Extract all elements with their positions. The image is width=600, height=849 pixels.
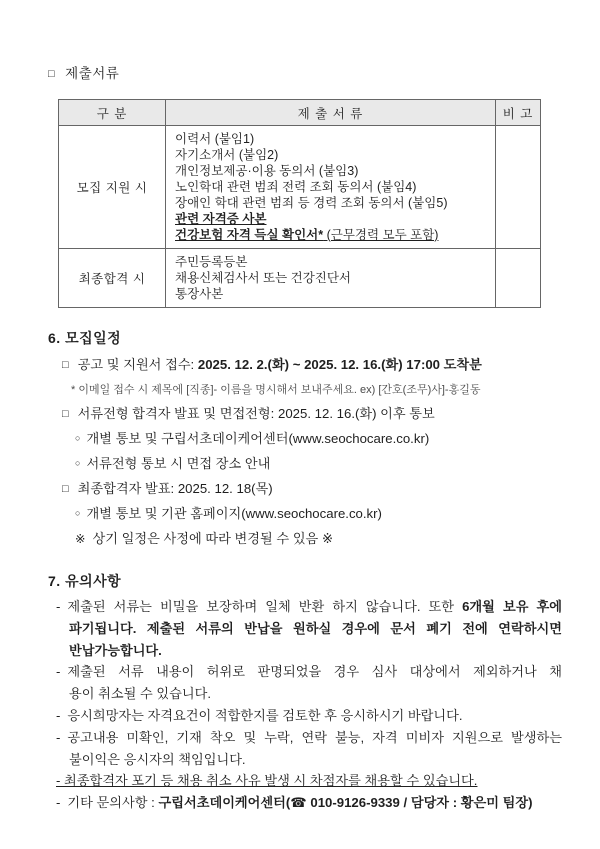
dash-bullet: -: [56, 707, 61, 723]
note-return-policy-line1: - 제출된 서류는 비밀을 보장하며 일체 반환 하지 않습니다. 또한 6개월 보유 후에: [56, 599, 562, 614]
note-check-qualification: - 응시희망자는 자격요건이 적합한지를 검토한 후 응시하시기 바랍니다.: [56, 707, 463, 723]
doc-item: 개인정보제공·이용 동의서 (붙임3): [175, 164, 359, 178]
row-documents-final: [166, 249, 496, 308]
doc-item-insurance-confirm: 건강보험 자격 득실 확인서* (근무경력 모두 포함): [175, 228, 439, 242]
schedule-subline-homepage-notice: ○ 개별 통보 및 기관 홈페이지(www.seochocare.co.kr): [75, 506, 382, 521]
square-bullet-icon: □: [62, 408, 69, 420]
note-applicant-responsibility-line1: - 공고내용 미확인, 기재 착오 및 누락, 연락 불능, 자격 미비자 지원으로 발생하는: [56, 729, 562, 745]
doc-item: 자기소개서 (붙임2): [175, 148, 279, 162]
dash-bullet: -: [56, 599, 61, 614]
doc-item: 이력서 (붙임1): [175, 132, 255, 146]
reference-mark-icon: ※: [75, 532, 86, 546]
row-category-final: 최종합격 시: [59, 249, 166, 308]
schedule-line-screening-announce: □ 서류전형 합격자 발표 및 면접전형: 2025. 12. 16.(화) 이후 통보: [62, 406, 435, 421]
circle-bullet-icon: ○: [75, 458, 81, 468]
row-documents-apply: [166, 126, 496, 249]
row-category-apply: 모집 지원 시: [59, 126, 166, 249]
note-runner-up-hiring: - 최종합격자 포기 등 채용 취소 사유 발생 시 차점자를 채용할 수 있습니다.: [56, 773, 478, 789]
note-contact-info: - 기타 문의사항 : 구립서초데이케어센터(☎ 010-9126-9339 / 담당자 : 황은미 팀장): [56, 795, 533, 811]
application-period-dates: 2025. 12. 2.(화) ~ 2025. 12. 16.(화) 17:00 도착분: [197, 357, 482, 372]
notes-section: [56, 596, 562, 814]
schedule-subline-individual-notice: ○ 개별 통보 및 구립서초데이케어센터(www.seochocare.co.kr): [75, 431, 430, 446]
doc-item: 노인학대 관련 범죄 전력 조회 동의서 (붙임4): [175, 180, 417, 194]
schedule-heading: 6. 모집일정: [48, 330, 122, 346]
schedule-email-note: * 이메일 접수 시 제목에 [직종]- 이름을 명시해서 보내주세요. ex) [간호(조무)사]-홍길동: [71, 384, 481, 396]
notes-heading: 7. 유의사항: [48, 573, 122, 589]
row-remark-final: [496, 249, 541, 308]
circle-bullet-icon: ○: [75, 508, 81, 518]
schedule-subline-interview-place: ○ 서류전형 통보 시 면접 장소 안내: [75, 456, 271, 471]
schedule-line-final-announce: □ 최종합격자 발표: 2025. 12. 18(목): [62, 481, 273, 496]
table-header-category: 구 분: [59, 100, 166, 126]
square-bullet-icon: □: [62, 483, 69, 495]
schedule-change-notice: ※ 상기 일정은 사정에 따라 변경될 수 있음 ※: [75, 531, 334, 546]
dash-bullet: -: [56, 729, 61, 745]
note-applicant-responsibility-line2: 불이익은 응시자의 책임입니다.: [69, 751, 246, 767]
square-bullet-icon: □: [48, 68, 56, 80]
schedule-line-application-period: □ 공고 및 지원서 접수: 2025. 12. 2.(화) ~ 2025. 12. 16.(화) 17:00 도착분: [62, 357, 482, 372]
doc-item: 통장사본: [175, 287, 224, 301]
row-remark-apply: [496, 126, 541, 249]
note-false-info-line1: - 제출된 서류 내용이 허위로 판명되었을 경우 심사 대상에서 제외하거나 채: [56, 664, 562, 680]
dash-bullet: -: [56, 664, 61, 680]
contact-center-phone: 구립서초데이케어센터(☎ 010-9126-9339 / 담당자 : 황은미 팀장): [158, 795, 533, 811]
table-row-final: [59, 249, 541, 308]
submission-docs-title: [48, 62, 560, 82]
doc-item: 채용신체검사서 또는 건강진단서: [175, 271, 351, 285]
submission-docs-table: [58, 99, 541, 308]
schedule-section: [48, 353, 560, 551]
doc-item: 주민등록등본: [175, 255, 248, 269]
table-header-documents: 제 출 서 류: [166, 100, 496, 126]
dash-bullet: -: [56, 795, 61, 811]
table-row-apply: [59, 126, 541, 249]
doc-item: 장애인 학대 관련 범죄 등 경력 조회 동의서 (붙임5): [175, 196, 448, 210]
note-return-policy-line2: 파기됩니다. 제출된 서류의 반납을 원하실 경우에 문서 폐기 전에 연락하시면: [69, 620, 562, 636]
page-title: 제출서류: [65, 66, 120, 81]
square-bullet-icon: □: [62, 359, 69, 371]
circle-bullet-icon: ○: [75, 433, 81, 443]
note-return-policy-line3: 반납가능합니다.: [69, 642, 162, 658]
table-header-remark: 비 고: [496, 100, 541, 126]
doc-item-certificate-copy: 관련 자격증 사본: [175, 212, 267, 226]
note-false-info-line2: 용이 취소될 수 있습니다.: [69, 686, 212, 702]
table-header-row: [59, 100, 541, 126]
